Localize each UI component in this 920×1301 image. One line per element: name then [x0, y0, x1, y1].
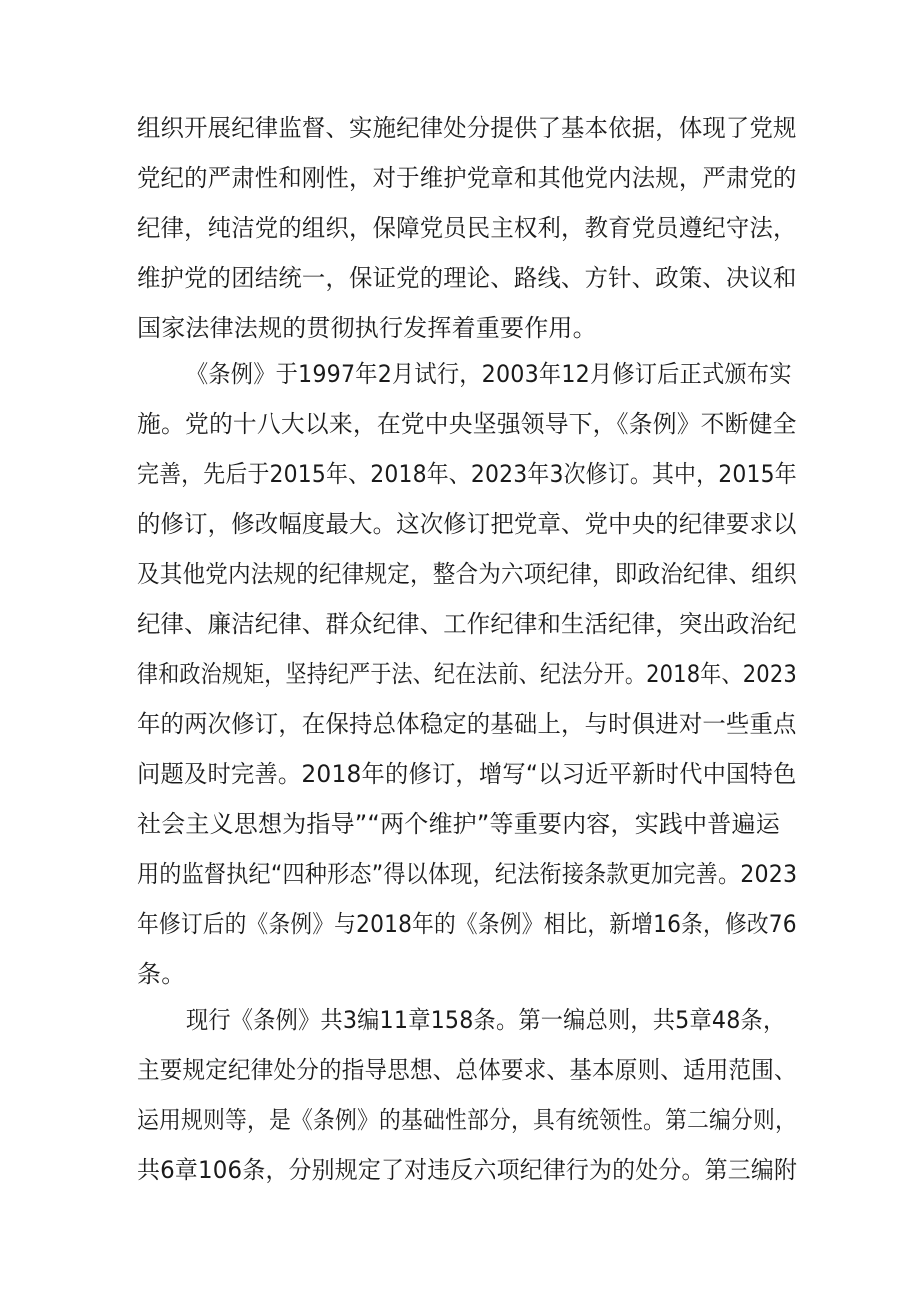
paragraph-2-line-13: 条。 — [137, 960, 186, 988]
paragraph-2-line-4: 的修订，修改幅度最大。这次修订把党章、党中央的纪律要求以 — [137, 510, 797, 538]
paragraph-2-line-3: 完善，先后于2015年、2018年、2023年3次修订。其中，2015年 — [137, 460, 797, 488]
paragraph-2-line-5: 及其他党内法规的纪律规定，整合为六项纪律，即政治纪律、组织 — [137, 560, 797, 588]
paragraph-1-line-3: 纪律，纯洁党的组织，保障党员民主权利，教育党员遵纪守法， — [137, 214, 797, 242]
paragraph-2-line-1: 《条例》于1997年2月试行，2003年12月修订后正式颁布实 — [186, 360, 792, 388]
paragraph-1-line-2: 党纪的严肃性和刚性，对于维护党章和其他党内法规，严肃党的 — [137, 164, 797, 192]
paragraph-2-line-9: 问题及时完善。2018年的修订，增写“以习近平新时代中国特色 — [137, 760, 797, 788]
paragraph-2-line-11: 用的监督执纪“四种形态”得以体现，纪法衔接条款更加完善。2023 — [137, 860, 798, 888]
paragraph-1-line-5: 国家法律法规的贯彻执行发挥着重要作用。 — [137, 314, 597, 342]
paragraph-3-line-1: 现行《条例》共3编11章158条。第一编总则，共5章48条， — [186, 1006, 786, 1034]
paragraph-3-line-4: 共6章106条，分别规定了对违反六项纪律行为的处分。第三编附 — [137, 1156, 798, 1184]
paragraph-2-line-8: 年的两次修订，在保持总体稳定的基础上，与时俱进对一些重点 — [137, 710, 797, 738]
paragraph-1-line-4: 维护党的团结统一，保证党的理论、路线、方针、政策、决议和 — [137, 264, 797, 292]
paragraph-2-line-2: 施。党的十八大以来，在党中央坚强领导下，《条例》不断健全 — [137, 410, 797, 438]
paragraph-1-line-1: 组织开展纪律监督、实施纪律处分提供了基本依据，体现了党规 — [137, 114, 797, 142]
paragraph-3-line-2: 主要规定纪律处分的指导思想、总体要求、基本原则、适用范围、 — [137, 1056, 797, 1084]
paragraph-2-line-12: 年修订后的《条例》与2018年的《条例》相比，新增16条，修改76 — [137, 910, 797, 938]
paragraph-2-line-7: 律和政治规矩，坚持纪严于法、纪在法前、纪法分开。2018年、2023 — [137, 660, 797, 688]
paragraph-2-line-6: 纪律、廉洁纪律、群众纪律、工作纪律和生活纪律，突出政治纪 — [137, 610, 797, 638]
paragraph-2-line-10: 社会主义思想为指导”“两个维护”等重要内容，实践中普遍运 — [137, 810, 780, 838]
paragraph-3-line-3: 运用规则等，是《条例》的基础性部分，具有统领性。第二编分则， — [137, 1106, 797, 1134]
